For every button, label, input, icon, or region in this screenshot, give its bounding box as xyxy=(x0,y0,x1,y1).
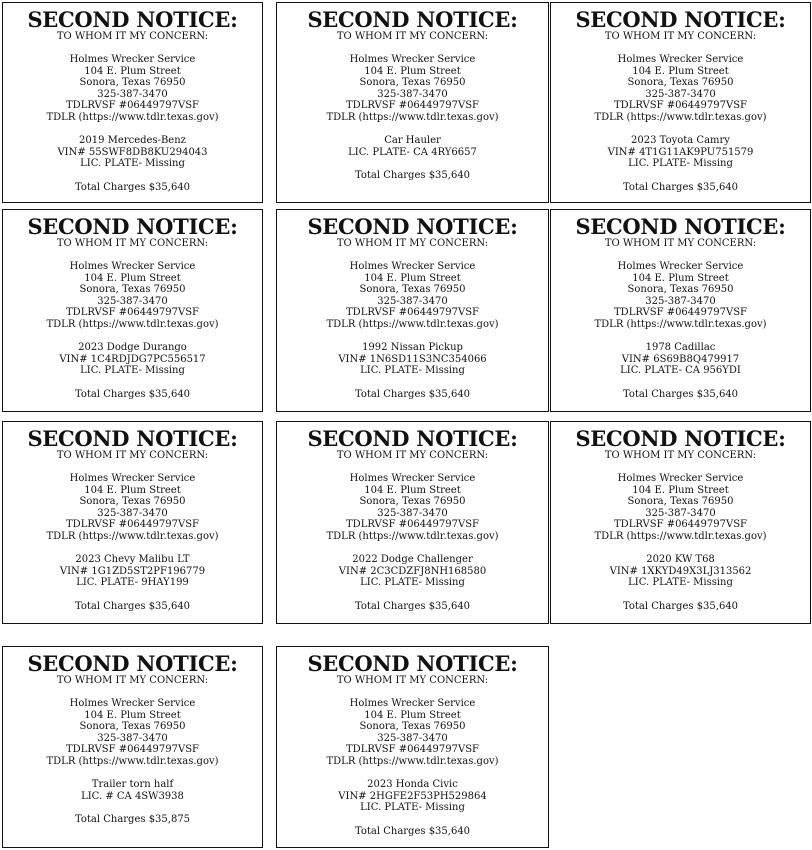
vehicle-description: Car Hauler xyxy=(384,135,441,146)
company-street: 104 E. Plum Street xyxy=(84,65,181,77)
notice-title: SECOND NOTICE: xyxy=(575,7,786,32)
company-city: Sonora, Texas 76950 xyxy=(359,284,466,295)
company-street: 104 E. Plum Street xyxy=(364,709,461,721)
company-tdlr: TDLR (https://www.tdlr.texas.gov) xyxy=(594,318,767,330)
company-license: TDLRVSF #06449797VSF xyxy=(66,307,199,318)
notice-title: SECOND NOTICE: xyxy=(27,7,238,32)
vehicle-plate: LIC. PLATE- CA 4RY6657 xyxy=(348,146,477,158)
company-street: 104 E. Plum Street xyxy=(364,65,461,77)
vehicle-description: 2023 Toyota Camry xyxy=(631,135,730,146)
notice-6 xyxy=(550,209,811,412)
notice-1 xyxy=(2,2,263,203)
company-tdlr: TDLR (https://www.tdlr.texas.gov) xyxy=(326,530,499,542)
company-name: Holmes Wrecker Service xyxy=(617,54,744,65)
company-city: Sonora, Texas 76950 xyxy=(359,496,466,507)
vehicle-description: 1978 Cadillac xyxy=(645,342,716,353)
company-name: Holmes Wrecker Service xyxy=(617,261,744,272)
company-phone: 325-387-3470 xyxy=(97,732,168,744)
vehicle-description: 2023 Honda Civic xyxy=(367,779,458,790)
company-city: Sonora, Texas 76950 xyxy=(79,284,186,295)
company-name: Holmes Wrecker Service xyxy=(69,698,196,709)
vehicle-vin: VIN# 1C4RDJDG7PC556517 xyxy=(59,353,206,365)
company-license: TDLRVSF #06449797VSF xyxy=(66,100,199,111)
vehicle-description: 1992 Nissan Pickup xyxy=(362,342,463,353)
notice-salutation: TO WHOM IT MY CONCERN: xyxy=(336,238,489,249)
company-phone: 325-387-3470 xyxy=(645,295,716,307)
company-tdlr: TDLR (https://www.tdlr.texas.gov) xyxy=(46,755,219,767)
company-city: Sonora, Texas 76950 xyxy=(627,496,734,507)
company-phone: 325-387-3470 xyxy=(645,507,716,519)
notice-title: SECOND NOTICE: xyxy=(307,7,518,32)
vehicle-vin: VIN# 1XKYD49X3LJ313562 xyxy=(609,565,752,577)
total-charges: Total Charges $35,640 xyxy=(622,388,739,400)
notice-2 xyxy=(276,2,549,203)
company-street: 104 E. Plum Street xyxy=(84,272,181,284)
notice-salutation: TO WHOM IT MY CONCERN: xyxy=(56,238,209,249)
company-phone: 325-387-3470 xyxy=(97,88,168,100)
notice-title: SECOND NOTICE: xyxy=(27,426,238,451)
company-license: TDLRVSF #06449797VSF xyxy=(346,307,479,318)
company-city: Sonora, Texas 76950 xyxy=(359,77,466,88)
vehicle-vin: VIN# 2C3CDZFJ8NH168580 xyxy=(338,565,487,577)
company-tdlr: TDLR (https://www.tdlr.texas.gov) xyxy=(46,111,219,123)
company-city: Sonora, Texas 76950 xyxy=(359,721,466,732)
notice-salutation: TO WHOM IT MY CONCERN: xyxy=(56,675,209,686)
notice-9 xyxy=(550,421,811,624)
company-license: TDLRVSF #06449797VSF xyxy=(614,519,747,530)
company-phone: 325-387-3470 xyxy=(377,295,448,307)
vehicle-plate: LIC. PLATE- 9HAY199 xyxy=(76,577,189,588)
company-tdlr: TDLR (https://www.tdlr.texas.gov) xyxy=(594,530,767,542)
vehicle-plate: LIC. PLATE- Missing xyxy=(360,802,465,813)
vehicle-plate: LIC. PLATE- Missing xyxy=(80,158,185,169)
notice-3 xyxy=(550,2,811,203)
company-tdlr: TDLR (https://www.tdlr.texas.gov) xyxy=(326,318,499,330)
notice-title: SECOND NOTICE: xyxy=(27,651,238,676)
notice-4 xyxy=(2,209,263,412)
vehicle-plate: LIC. PLATE- Missing xyxy=(628,577,733,588)
company-tdlr: TDLR (https://www.tdlr.texas.gov) xyxy=(46,530,219,542)
notice-5 xyxy=(276,209,549,412)
company-name: Holmes Wrecker Service xyxy=(349,473,476,484)
company-street: 104 E. Plum Street xyxy=(84,709,181,721)
notice-title: SECOND NOTICE: xyxy=(27,214,238,239)
company-phone: 325-387-3470 xyxy=(377,507,448,519)
total-charges: Total Charges $35,875 xyxy=(74,814,191,825)
notice-salutation: TO WHOM IT MY CONCERN: xyxy=(604,31,757,42)
company-tdlr: TDLR (https://www.tdlr.texas.gov) xyxy=(326,755,499,767)
company-name: Holmes Wrecker Service xyxy=(349,261,476,272)
company-street: 104 E. Plum Street xyxy=(632,65,729,77)
notice-salutation: TO WHOM IT MY CONCERN: xyxy=(336,675,489,686)
vehicle-plate: LIC. # CA 4SW3938 xyxy=(81,790,184,802)
vehicle-description: 2020 KW T68 xyxy=(646,554,715,565)
vehicle-description: 2022 Dodge Challenger xyxy=(352,554,473,565)
company-license: TDLRVSF #06449797VSF xyxy=(66,744,199,755)
notice-title: SECOND NOTICE: xyxy=(307,426,518,451)
company-street: 104 E. Plum Street xyxy=(364,484,461,496)
total-charges: Total Charges $35,640 xyxy=(622,181,739,193)
company-phone: 325-387-3470 xyxy=(377,732,448,744)
company-license: TDLRVSF #06449797VSF xyxy=(614,307,747,318)
company-tdlr: TDLR (https://www.tdlr.texas.gov) xyxy=(326,111,499,123)
total-charges: Total Charges $35,640 xyxy=(354,388,471,400)
vehicle-description: 2019 Mercedes-Benz xyxy=(79,135,186,146)
vehicle-description: Trailer torn half xyxy=(91,779,174,790)
vehicle-vin: VIN# 1G1ZD5ST2PF196779 xyxy=(59,565,206,577)
notice-salutation: TO WHOM IT MY CONCERN: xyxy=(604,450,757,461)
total-charges: Total Charges $35,640 xyxy=(74,181,191,193)
company-name: Holmes Wrecker Service xyxy=(349,54,476,65)
vehicle-description: 2023 Chevy Malibu LT xyxy=(75,554,190,565)
notice-title: SECOND NOTICE: xyxy=(307,651,518,676)
notice-title: SECOND NOTICE: xyxy=(575,426,786,451)
company-city: Sonora, Texas 76950 xyxy=(79,77,186,88)
notice-salutation: TO WHOM IT MY CONCERN: xyxy=(336,31,489,42)
company-name: Holmes Wrecker Service xyxy=(69,261,196,272)
notice-title: SECOND NOTICE: xyxy=(575,214,786,239)
notice-7 xyxy=(2,421,263,624)
company-tdlr: TDLR (https://www.tdlr.texas.gov) xyxy=(594,111,767,123)
company-street: 104 E. Plum Street xyxy=(364,272,461,284)
company-city: Sonora, Texas 76950 xyxy=(627,284,734,295)
vehicle-plate: LIC. PLATE- CA 956YDI xyxy=(620,365,741,376)
notice-salutation: TO WHOM IT MY CONCERN: xyxy=(56,31,209,42)
vehicle-description: 2023 Dodge Durango xyxy=(78,342,187,353)
company-license: TDLRVSF #06449797VSF xyxy=(66,519,199,530)
company-tdlr: TDLR (https://www.tdlr.texas.gov) xyxy=(46,318,219,330)
company-phone: 325-387-3470 xyxy=(97,507,168,519)
notice-salutation: TO WHOM IT MY CONCERN: xyxy=(56,450,209,461)
company-city: Sonora, Texas 76950 xyxy=(627,77,734,88)
notice-title: SECOND NOTICE: xyxy=(307,214,518,239)
company-name: Holmes Wrecker Service xyxy=(69,473,196,484)
company-name: Holmes Wrecker Service xyxy=(617,473,744,484)
vehicle-vin: VIN# 4T1G11AK9PU751579 xyxy=(607,146,754,158)
company-license: TDLRVSF #06449797VSF xyxy=(346,519,479,530)
company-name: Holmes Wrecker Service xyxy=(349,698,476,709)
total-charges: Total Charges $35,640 xyxy=(354,600,471,612)
company-license: TDLRVSF #06449797VSF xyxy=(614,100,747,111)
company-license: TDLRVSF #06449797VSF xyxy=(346,100,479,111)
company-city: Sonora, Texas 76950 xyxy=(79,496,186,507)
vehicle-plate: LIC. PLATE- Missing xyxy=(628,158,733,169)
company-license: TDLRVSF #06449797VSF xyxy=(346,744,479,755)
company-street: 104 E. Plum Street xyxy=(632,484,729,496)
notice-salutation: TO WHOM IT MY CONCERN: xyxy=(604,238,757,249)
company-street: 104 E. Plum Street xyxy=(632,272,729,284)
company-street: 104 E. Plum Street xyxy=(84,484,181,496)
vehicle-plate: LIC. PLATE- Missing xyxy=(80,365,185,376)
notice-11 xyxy=(276,646,549,848)
total-charges: Total Charges $35,640 xyxy=(354,170,471,181)
total-charges: Total Charges $35,640 xyxy=(354,825,471,837)
total-charges: Total Charges $35,640 xyxy=(74,600,191,612)
total-charges: Total Charges $35,640 xyxy=(74,388,191,400)
vehicle-vin: VIN# 1N6SD11S3NC354066 xyxy=(338,353,487,365)
company-phone: 325-387-3470 xyxy=(377,88,448,100)
total-charges: Total Charges $35,640 xyxy=(622,600,739,612)
vehicle-plate: LIC. PLATE- Missing xyxy=(360,365,465,376)
notice-salutation: TO WHOM IT MY CONCERN: xyxy=(336,450,489,461)
company-phone: 325-387-3470 xyxy=(645,88,716,100)
company-phone: 325-387-3470 xyxy=(97,295,168,307)
vehicle-plate: LIC. PLATE- Missing xyxy=(360,577,465,588)
company-city: Sonora, Texas 76950 xyxy=(79,721,186,732)
notice-8 xyxy=(276,421,549,624)
vehicle-vin: VIN# 6S69B8Q479917 xyxy=(621,353,740,365)
vehicle-vin: VIN# 55SWF8DB8KU294043 xyxy=(57,146,208,158)
company-name: Holmes Wrecker Service xyxy=(69,54,196,65)
notice-10 xyxy=(2,646,263,848)
vehicle-vin: VIN# 2HGFE2F53PH529864 xyxy=(338,790,487,802)
